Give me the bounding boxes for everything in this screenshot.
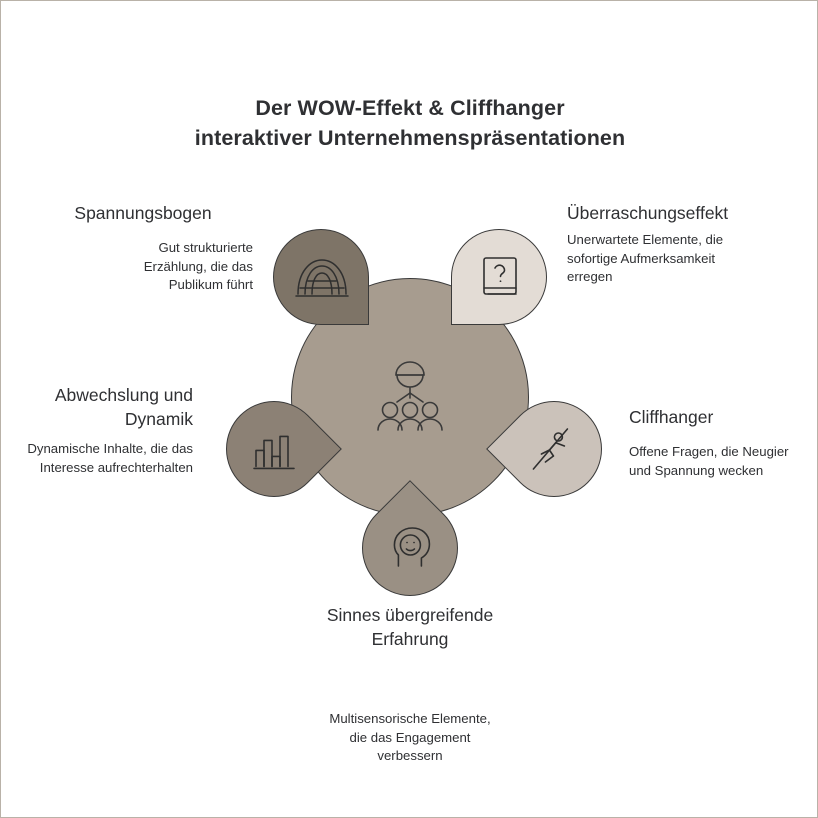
node-title-ueberraschungseffekt: Überraschungseffekt <box>567 203 729 223</box>
page-title <box>1 93 818 153</box>
roller-coaster-icon <box>274 230 370 326</box>
node-pin-sinnesuebergreifende-erfahrung[interactable] <box>342 480 478 616</box>
node-description-spannungsbogen: Gut strukturierte Erzählung, die das Publikum führt <box>143 240 253 292</box>
node-pin-cliffhanger[interactable] <box>486 381 622 517</box>
audience-group-icon <box>363 353 457 447</box>
node-description-sinnesuebergreifende-erfahrung: Multisensorische Elemente, die das Engagement verbessern <box>329 711 491 763</box>
node-title-spannungsbogen: Spannungsbogen <box>74 203 212 223</box>
question-book-icon <box>452 230 548 326</box>
node-description-cliffhanger: Offene Fragen, die Neugier und Spannung wecken <box>629 444 789 478</box>
node-pin-abwechslung-und-dynamik[interactable] <box>206 381 342 517</box>
node-description-ueberraschungseffekt: Unerwartete Elemente, die sofortige Aufmerksamkeit erregen <box>567 232 724 284</box>
title-line-1: Der WOW-Effekt & Cliffhanger <box>255 96 565 120</box>
bar-steps-icon <box>226 402 322 498</box>
node-title-cliffhanger: Cliffhanger <box>629 407 714 427</box>
climber-icon <box>507 401 603 497</box>
node-description-abwechslung-und-dynamik: Dynamische Inhalte, die das Interesse aufrechterhalten <box>27 441 193 475</box>
node-pin-spannungsbogen[interactable] <box>273 229 369 325</box>
node-title-abwechslung-und-dynamik: Abwechslung und Dynamik <box>54 385 193 429</box>
node-title-sinnesuebergreifende-erfahrung: Sinnes übergreifende Erfahrung <box>326 605 494 649</box>
title-line-2: interaktiver Unternehmenspräsentationen <box>194 126 626 150</box>
head-smiley-icon <box>363 500 459 596</box>
node-pin-ueberraschungseffekt[interactable] <box>451 229 547 325</box>
